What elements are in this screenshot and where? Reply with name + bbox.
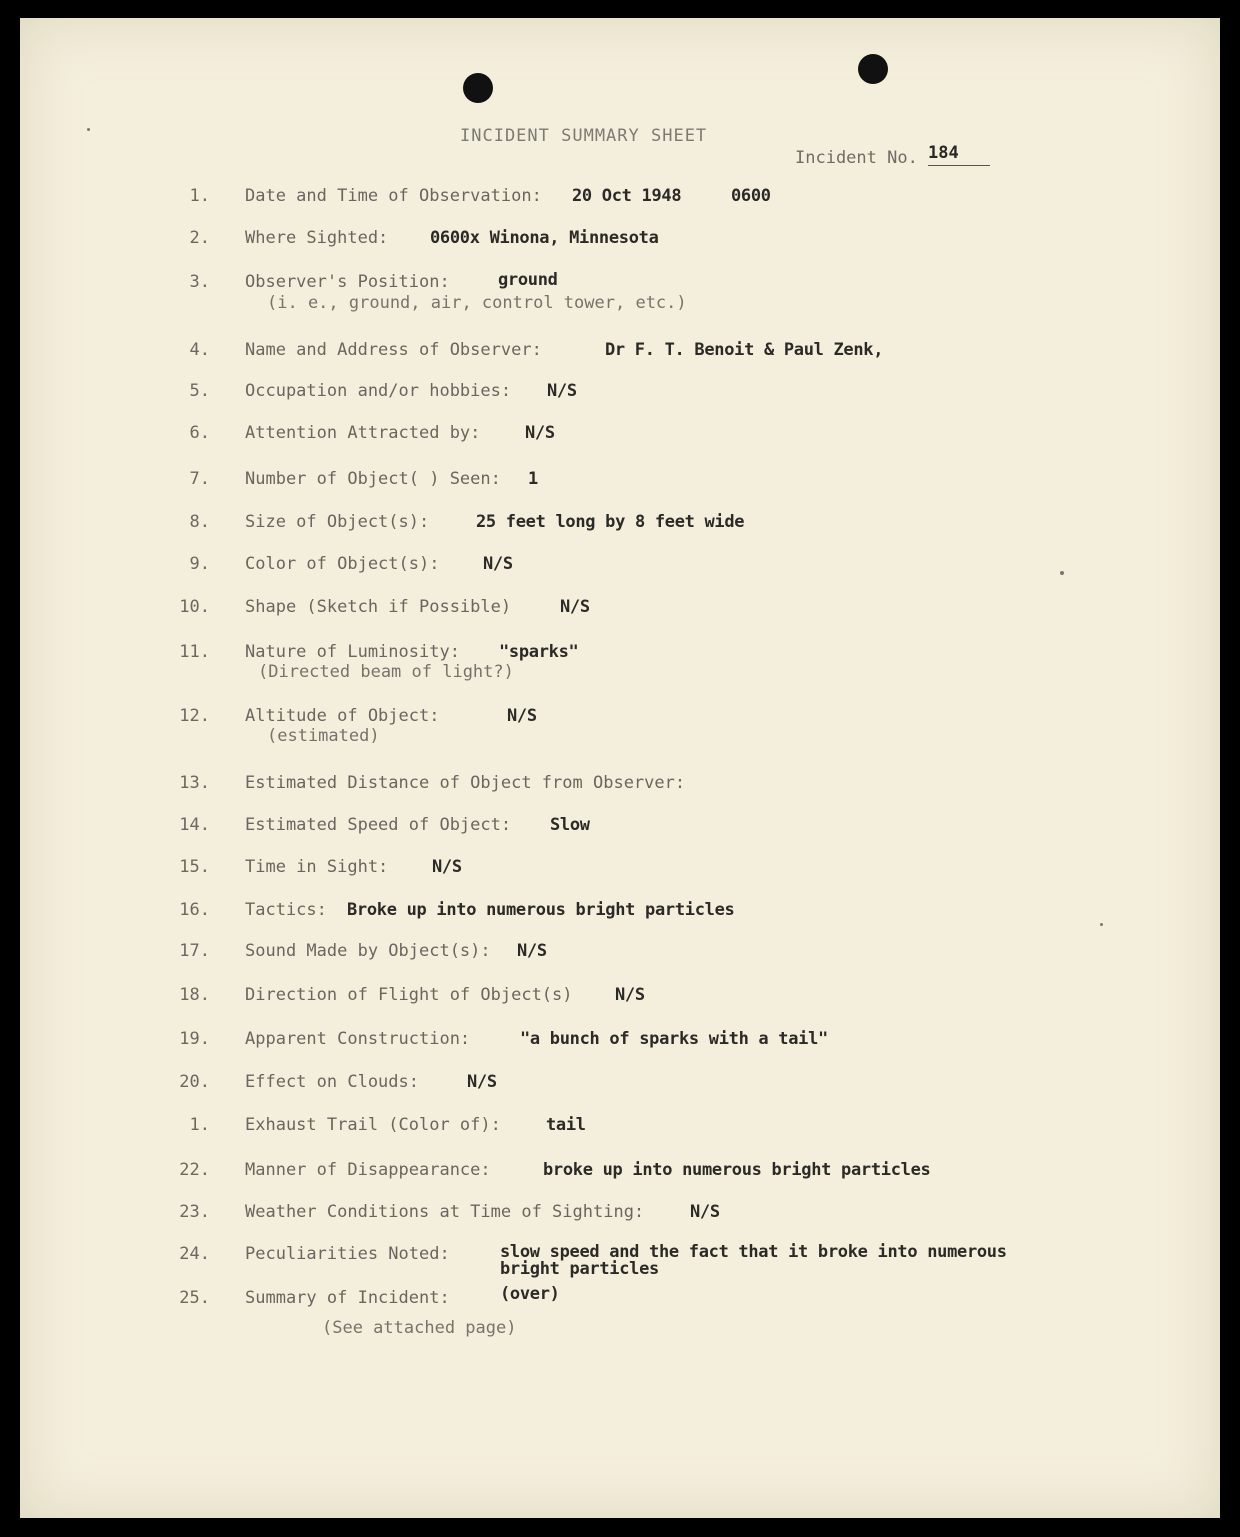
item-number: 4. [189,340,210,360]
item-number: 22. [179,1160,210,1180]
item-value: N/S [547,381,577,401]
item-label: Altitude of Object: [245,706,440,726]
item-number: 16. [179,900,210,920]
incident-number-value: 184 [928,143,990,166]
item-label: Effect on Clouds: [245,1072,419,1092]
item-label: Tactics: [245,900,327,920]
item-number: 12. [179,706,210,726]
item-value: N/S [615,985,645,1005]
item-sublabel: (See attached page) [322,1318,517,1338]
item-label: Occupation and/or hobbies: [245,381,512,401]
item-label: Date and Time of Observation: [245,186,542,206]
document-title: INCIDENT SUMMARY SHEET [460,126,708,146]
item-number: 25. [179,1288,210,1308]
item-value: ground [498,270,558,290]
item-value: N/S [483,554,513,574]
item-number: 1. [189,1115,210,1135]
item-label: Weather Conditions at Time of Sighting: [245,1202,645,1222]
item-label: Estimated Speed of Object: [245,815,512,835]
item-value: 20 Oct 1948 0600 [572,186,771,206]
item-label: Sound Made by Object(s): [245,941,491,961]
item-label: Time in Sight: [245,857,389,877]
paper-speck [1060,571,1064,575]
item-number: 3. [189,272,210,292]
item-value: Dr F. T. Benoit & Paul Zenk, [605,340,884,360]
item-label: Direction of Flight of Object(s) [245,985,573,1005]
item-label: Apparent Construction: [245,1029,471,1049]
item-number: 14. [179,815,210,835]
item-number: 15. [179,857,210,877]
item-number: 11. [179,642,210,662]
item-value: Slow [550,815,590,835]
item-value: N/S [517,941,547,961]
item-number: 18. [179,985,210,1005]
item-label: Name and Address of Observer: [245,340,542,360]
paper-speck [1100,923,1103,926]
item-number: 8. [189,512,210,532]
item-label: Estimated Distance of Object from Observer: [245,773,686,793]
item-label: Observer's Position: [245,272,450,292]
item-value: N/S [467,1072,497,1092]
item-number: 20. [179,1072,210,1092]
item-value: (over) [500,1284,560,1304]
item-value: N/S [432,857,462,877]
item-value: Broke up into numerous bright particles [347,900,735,920]
item-value: slow speed and the fact that it broke into numerous bright particles [500,1242,1007,1279]
punch-hole-right [858,54,888,84]
item-value: 1 [528,469,538,489]
item-number: 6. [189,423,210,443]
paper-speck [87,128,90,131]
item-number: 9. [189,554,210,574]
item-value: "a bunch of sparks with a tail" [520,1029,828,1049]
item-label: Attention Attracted by: [245,423,481,443]
item-value: broke up into numerous bright particles [543,1160,931,1180]
item-value: N/S [525,423,555,443]
item-value: N/S [507,706,537,726]
document-page [20,18,1220,1518]
item-label: Shape (Sketch if Possible) [245,597,512,617]
item-sublabel: (Directed beam of light?) [258,662,514,682]
item-label: Manner of Disappearance: [245,1160,491,1180]
item-number: 23. [179,1202,210,1222]
item-label: Where Sighted: [245,228,389,248]
item-value: "sparks" [499,642,579,662]
item-value: N/S [690,1202,720,1222]
item-value: tail [546,1115,586,1135]
item-number: 10. [179,597,210,617]
item-label: Peculiarities Noted: [245,1244,450,1264]
item-number: 17. [179,941,210,961]
item-number: 19. [179,1029,210,1049]
item-number: 24. [179,1244,210,1264]
item-number: 7. [189,469,210,489]
item-label: Size of Object(s): [245,512,430,532]
item-value: 25 feet long by 8 feet wide [476,512,745,532]
item-value: N/S [560,597,590,617]
item-number: 5. [189,381,210,401]
item-label: Color of Object(s): [245,554,440,574]
item-sublabel: (i. e., ground, air, control tower, etc.) [267,293,687,313]
item-value: 0600x Winona, Minnesota [430,228,659,248]
item-label: Summary of Incident: [245,1288,450,1308]
item-number: 13. [179,773,210,793]
item-label: Nature of Luminosity: [245,642,460,662]
item-sublabel: (estimated) [267,726,380,746]
incident-number-label: Incident No. [795,148,918,168]
item-number: 2. [189,228,210,248]
item-number: 1. [189,186,210,206]
item-label: Exhaust Trail (Color of): [245,1115,501,1135]
punch-hole-left [463,73,493,103]
item-label: Number of Object( ) Seen: [245,469,501,489]
